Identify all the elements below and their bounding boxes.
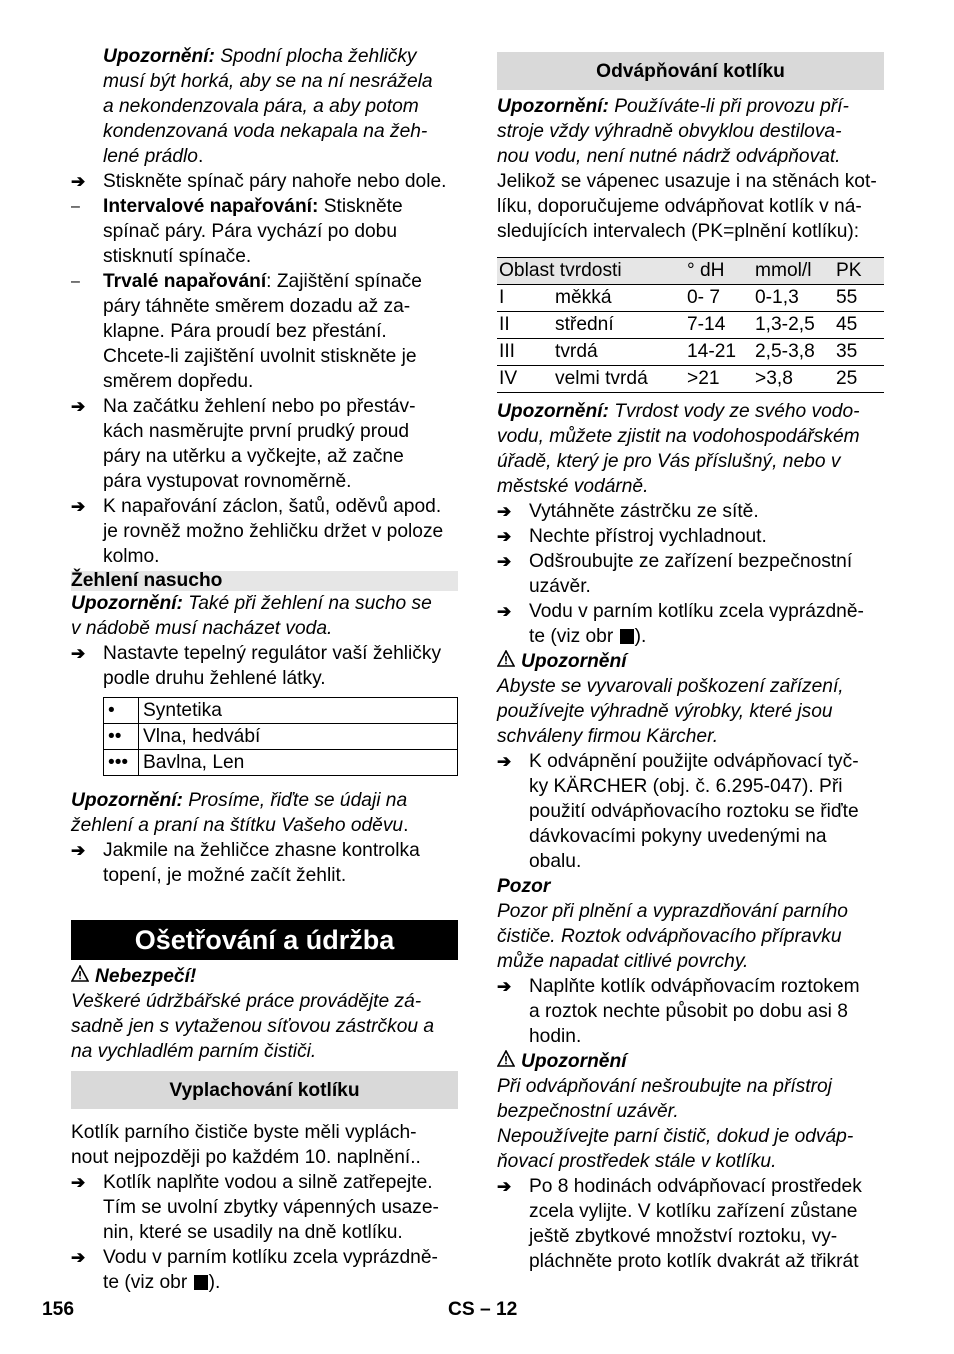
rinse-intro: Kotlík parního čističe byste měli vyplách- nout nejpozději po každém 10. naplnění.. [71,1122,421,1168]
warning-heading: Upozornění [497,1049,884,1074]
warning-text: Při odvápňování nešroubujte na přístroj bezpečnostní uzávěr. Nepoužívejte parní čistič, dokud je odváp- ňovací prostředek stále v kotlíku. [497,1076,854,1172]
right-column [497,44,884,1274]
note-water-in-tank: Upozornění: Také při žehlení na sucho se v nádobě musí nacházet voda. [71,593,432,639]
arrow-right-icon: ➔ [497,552,512,571]
arrow-right-icon: ➔ [71,644,86,663]
page-number: 156 [42,1299,75,1320]
left-column [71,44,458,1295]
dash-marker: – [71,198,80,215]
arrow-right-icon: ➔ [71,1173,86,1192]
arrow-right-icon: ➔ [497,1177,512,1196]
section-page-label: CS – 12 [448,1299,518,1320]
table-row: III tvrdá 14-21 2,5-3,8 35 [497,339,884,366]
warning-text: Abyste se vyvarovali poškození zařízení, používejte výhradně výrobky, které jsou schváleny firmou Kärcher. [497,676,844,747]
section-heading-rinsing: Vyplachování kotlíku [71,1071,458,1109]
arrow-right-icon: ➔ [71,172,86,191]
list-item: ➔ Naplňte kotlík odvápňovacím roztokem a roztok nechte působit po dobu asi 8 hodin. [497,976,860,1047]
warning-triangle-icon [71,964,95,989]
table-row: • Syntetika [104,698,458,724]
arrow-right-icon: ➔ [71,397,86,416]
note-water-hardness: Upozornění: Tvrdost vody ze svého vodo- vodu, můžete zjistit na vodohospodářském úřadě, který je pro Vás příslušný, nebo v městské vodárně. [497,401,860,497]
list-item: ➔ K napařování záclon, šatů, oděvů apod. je rovněž možno žehličku držet v poloze kolmo. [71,496,444,567]
list-item: ➔ Na začátku žehlení nebo po přestáv- kách nasměrujte první prudký proud páry na utěrku a vyčkejte, až začne pára vystupovat rovnoměrně. [71,396,416,492]
list-item: ➔ Odšroubujte ze zařízení bezpečnostní uzávěr. [497,551,853,597]
list-item: – Intervalové napařování: Stiskněte spínač páry. Pára vychází po dobu stisknutí spínače. [71,196,403,267]
table-row: ••• Bavlna, Len [104,750,458,776]
list-item: ➔ Vytáhněte zástrčku ze sítě. [497,501,759,522]
list-item: ➔ Jakmile na žehličce zhasne kontrolka topení, je možné začít žehlit. [71,840,420,886]
section-heading-descaling: Odvápňování kotlíku [497,52,884,90]
hardness-table [497,257,884,393]
section-heading-maintenance: Ošetřování a údržba [71,920,458,960]
dash-marker: – [71,273,80,290]
list-item: ➔ Vodu v parním kotlíku zcela vyprázdně- te (viz obr ). [497,601,864,647]
list-item: ➔ Nechte přístroj vychladnout. [497,526,767,547]
caution-heading: Pozor [497,876,551,897]
note-garment-label: Upozornění: Prosíme, řiďte se údaji na žehlení a praní na štítku Vašeho oděvu. [71,790,409,836]
arrow-right-icon: ➔ [497,977,512,996]
list-item: ➔ Vodu v parním kotlíku zcela vyprázdně- te (viz obr ). [71,1247,438,1293]
warning-heading: Upozornění [497,649,884,674]
list-item: ➔ Nastavte tepelný regulátor vaší žehličky podle druhu žehlené látky. [71,643,442,689]
danger-text: Veškeré údržbářské práce provádějte zá- sadně jen s vytaženou síťovou zástrčkou a na vychladlém parním čističi. [71,991,435,1062]
table-row: IV velmi tvrdá >21 >3,8 25 [497,366,884,393]
table-row: II střední 7-14 1,3-2,5 45 [497,312,884,339]
arrow-right-icon: ➔ [497,752,512,771]
table-row: •• Vlna, hedvábí [104,724,458,750]
list-item: ➔ Kotlík naplňte vodou a silně zatřepejte. Tím se uvolní zbytky vápenných usaze- nin, které se usadily na dně kotlíku. [71,1172,439,1243]
arrow-right-icon: ➔ [71,1248,86,1267]
descaling-intro: Jelikož se vápenec usazuje i na stěnách kot- líku, doporučujeme odvápňovat kotlík v ná- sledujících intervalech (PK=plnění kotlíku): [497,171,877,242]
arrow-right-icon: ➔ [71,497,86,516]
figure-ref-icon [194,1275,208,1290]
arrow-right-icon: ➔ [497,527,512,546]
list-item: ➔ K odvápnění použijte odvápňovací tyč- ky KÄRCHER (obj. č. 6.295-047). Při použití odvápňovacího roztoku se řiďte dávkovacími pokyny uvedenými na obalu. [497,751,859,872]
list-item: ➔ Stiskněte spínač páry nahoře nebo dole. [71,171,447,192]
caution-text: Pozor při plnění a vyprazdňování parního čističe. Roztok odvápňovacího přípravku může napadat citlivé povrchy. [497,901,848,972]
arrow-right-icon: ➔ [497,502,512,521]
danger-heading: Nebezpečí! [71,964,458,989]
arrow-right-icon: ➔ [497,602,512,621]
list-item: ➔ Po 8 hodinách odvápňovací prostředek zcela vylijte. V kotlíku zařízení zůstane ještě zbytkové množství roztoku, vy- pláchněte proto kotlík dvakrát až třikrát [497,1176,862,1272]
warning-triangle-icon [497,649,521,674]
figure-ref-icon [620,629,634,644]
list-item: – Trvalé napařování: Zajištění spínače páry táhněte směrem dozadu až za- klapne. Pára proudí bez přestání. Chcete-li zajištění uvolnit stiskněte je směrem dopředu. [71,271,422,392]
table-header-row: Oblast tvrdosti ° dH mmol/l PK [497,258,884,285]
section-heading-dry-ironing: Žehlení nasucho [71,571,458,591]
table-row: I měkká 0- 7 0-1,3 55 [497,285,884,312]
fabric-table [103,697,458,776]
warning-triangle-icon [497,1049,521,1074]
note-hot-soleplate: Upozornění: Spodní plocha žehličky musí být horká, aby se na ní nesrážela a nekondenzovala pára, a aby potom kondenzovaná voda nekapala na žeh- lené prádlo. [103,46,433,167]
note-distilled-water: Upozornění: Používáte-li při provozu pří- stroje vždy výhradně obvyklou destilova- nou vodu, není nutné nádrž odvápňovat. [497,96,849,167]
arrow-right-icon: ➔ [71,841,86,860]
